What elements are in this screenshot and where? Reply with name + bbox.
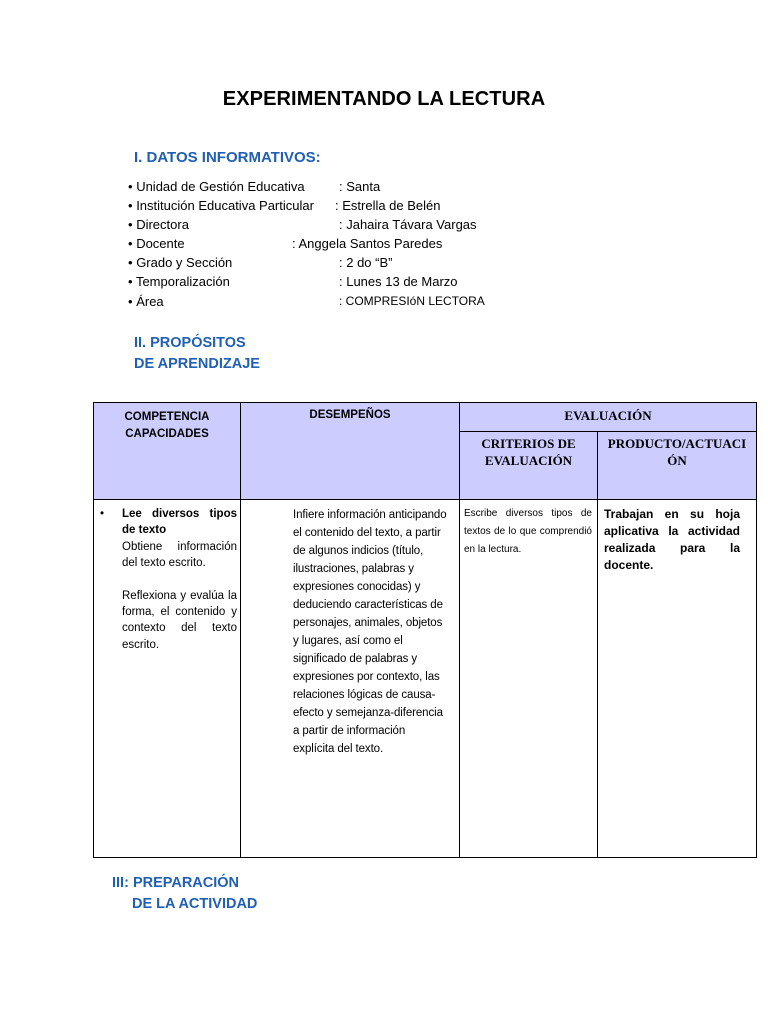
header-text: CAPACIDADES — [125, 428, 209, 440]
info-label: Docente — [136, 236, 185, 251]
info-value: : Jahaira Távara Vargas — [339, 217, 477, 232]
capacidad-text: Reflexiona y evalúa la forma, el contenido y contexto del texto escrito. — [122, 589, 237, 651]
header-text: DESEMPEÑOS — [309, 409, 391, 421]
bullet: • — [128, 217, 133, 232]
heading-line: III: PREPARACIÓN — [112, 875, 240, 891]
cell-desempeno — [241, 500, 460, 858]
propositos-table — [93, 402, 757, 858]
info-value: : 2 do “B” — [339, 255, 393, 270]
section-preparacion-heading — [112, 873, 257, 915]
info-label: Institución Educativa Particular — [136, 198, 314, 213]
heading-line: DE APRENDIZAJE — [134, 356, 260, 372]
table-row — [94, 500, 757, 858]
info-value: : Santa — [339, 179, 381, 194]
section-datos-informativos-heading: I. DATOS INFORMATIVOS: — [134, 149, 321, 166]
bullet: • — [100, 508, 105, 520]
bullet: • — [128, 198, 133, 213]
heading-line: II. PROPÓSITOS — [134, 335, 246, 351]
info-label: Directora — [136, 217, 189, 232]
bullet: • — [128, 179, 133, 194]
info-value: : Estrella de Belén — [335, 198, 441, 213]
bullet: • — [128, 294, 133, 309]
info-label: Grado y Sección — [136, 255, 233, 270]
bullet: • — [128, 274, 133, 289]
desempeno-text: Infiere información anticipando el contenido del texto, a partir de algunos indicios (título, ilustraciones, palabras y expresiones conocidas) y deduciendo características de personajes, animales, objetos y lugares, así como el significado de palabras y expresiones por contexto, las relaciones lógicas de causa- efecto y semejanza-diferencia a partir de información explícita del texto. — [293, 509, 447, 755]
header-evaluacion: EVALUACIÓN — [460, 403, 757, 432]
info-value: : COMPRESIóN LECTORA — [339, 294, 485, 308]
capacidad-text: Obtiene información del texto escrito. — [122, 540, 237, 570]
bullet: • — [128, 255, 133, 270]
producto-text: Trabajan en su hoja aplicativa la actividad realizada para la docente. — [604, 507, 741, 572]
header-desempenos — [241, 403, 460, 500]
bullet: • — [128, 236, 133, 251]
document-title: EXPERIMENTANDO LA LECTURA — [222, 88, 546, 110]
info-value: : Anggela Santos Paredes — [292, 236, 443, 251]
info-value: : Lunes 13 de Marzo — [339, 274, 458, 289]
header-criterios: CRITERIOS DE EVALUACIÓN — [460, 432, 598, 500]
cell-producto — [598, 500, 757, 858]
cell-criterio — [460, 500, 598, 858]
info-label: Unidad de Gestión Educativa — [136, 179, 305, 194]
cell-competencia — [94, 500, 241, 858]
header-producto: PRODUCTO/ACTUACIÓN — [598, 432, 757, 500]
criterio-text: Escribe diversos tipos de textos de lo que comprendió en la lectura. — [464, 508, 592, 555]
section-propositos-heading — [134, 333, 260, 375]
info-label: Temporalización — [135, 274, 230, 289]
heading-line: DE LA ACTIVIDAD — [132, 896, 258, 912]
table-header-row — [94, 403, 757, 432]
info-label: Área — [136, 294, 164, 309]
competencia-title: Lee diversos tipos de texto — [122, 508, 237, 537]
header-competencia — [94, 403, 241, 500]
header-text: COMPETENCIA — [124, 411, 210, 423]
